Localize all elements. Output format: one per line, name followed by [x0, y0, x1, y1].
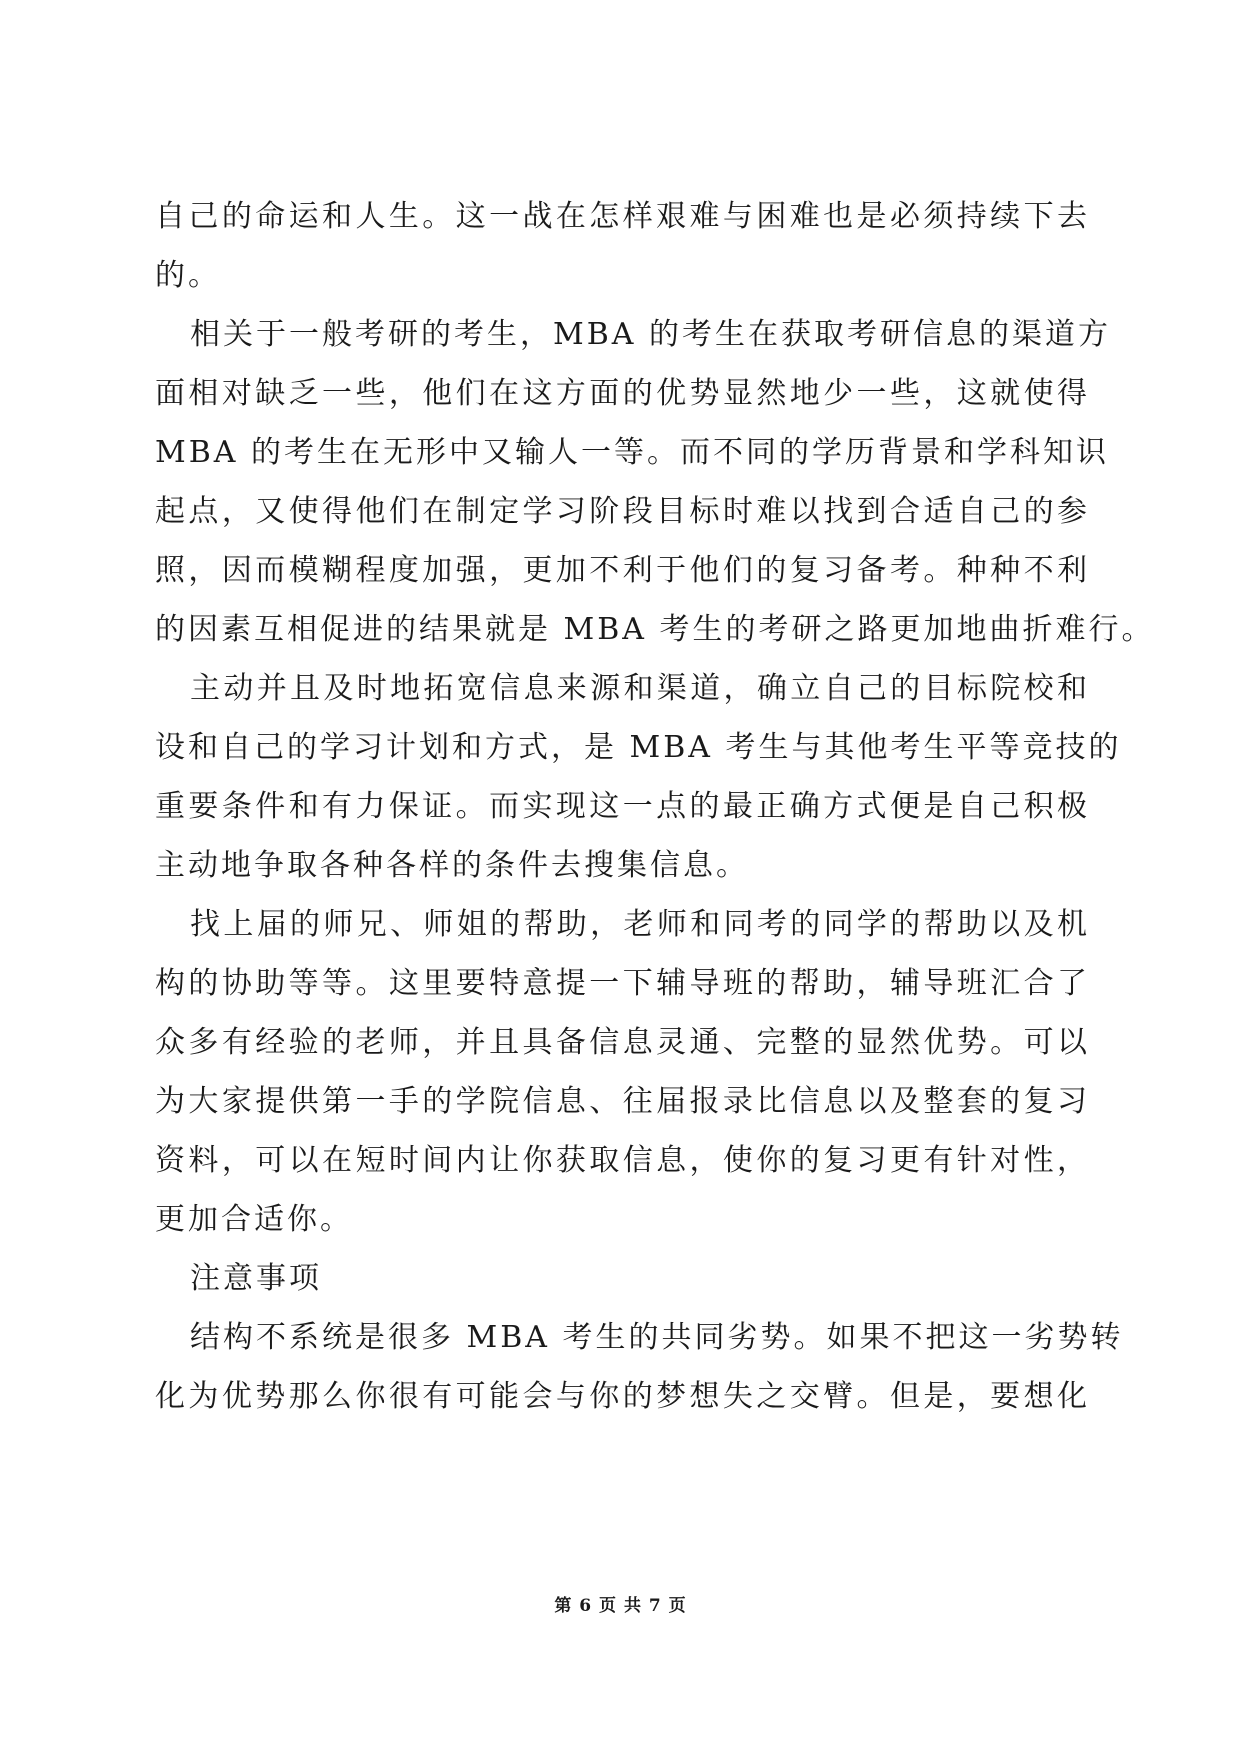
text-line: 资料，可以在短时间内让你获取信息，使你的复习更有针对性， — [155, 1143, 1090, 1178]
text-line: 结构不系统是很多 MBA 考生的共同劣势。如果不把这一劣势转 — [190, 1320, 1124, 1355]
text-line: 化为优势那么你很有可能会与你的梦想失之交臂。但是，要想化 — [155, 1379, 1090, 1414]
text-line: 构的协助等等。这里要特意提一下辅导班的帮助，辅导班汇合了 — [155, 966, 1090, 1001]
text-line: 面相对缺乏一些，他们在这方面的优势显然地少一些，这就使得 — [155, 376, 1090, 411]
text-line: 起点，又使得他们在制定学习阶段目标时难以找到合适自己的参 — [155, 494, 1090, 529]
text-line: 众多有经验的老师，并且具备信息灵通、完整的显然优势。可以 — [155, 1025, 1090, 1060]
text-line: 主动并且及时地拓宽信息来源和渠道，确立自己的目标院校和 — [190, 671, 1090, 706]
page-number-footer: 第 6 页 共 7 页 — [554, 1596, 687, 1616]
text-line: 设和自己的学习计划和方式，是 MBA 考生与其他考生平等竞技的 — [155, 730, 1122, 765]
text-line: 的。 — [155, 258, 221, 293]
text-line: 重要条件和有力保证。而实现这一点的最正确方式便是自己积极 — [155, 789, 1090, 824]
text-line: 更加合适你。 — [155, 1202, 353, 1237]
text-line: 自己的命运和人生。这一战在怎样艰难与困难也是必须持续下去 — [155, 199, 1090, 234]
text-line: 为大家提供第一手的学院信息、往届报录比信息以及整套的复习 — [155, 1084, 1090, 1119]
text-line: 照，因而模糊程度加强，更加不利于他们的复习备考。种种不利 — [155, 553, 1090, 588]
page-body — [155, 187, 1155, 1426]
text-line: 的因素互相促进的结果就是 MBA 考生的考研之路更加地曲折难行。 — [155, 612, 1155, 647]
text-line: 找上届的师兄、师姐的帮助，老师和同考的同学的帮助以及机 — [190, 907, 1090, 942]
text-line: 相关于一般考研的考生，MBA 的考生在获取考研信息的渠道方 — [190, 317, 1111, 352]
text-line: MBA 的考生在无形中又输人一等。而不同的学历背景和学科知识 — [155, 435, 1109, 470]
text-line: 注意事项 — [190, 1261, 322, 1296]
text-line: 主动地争取各种各样的条件去搜集信息。 — [155, 848, 749, 883]
